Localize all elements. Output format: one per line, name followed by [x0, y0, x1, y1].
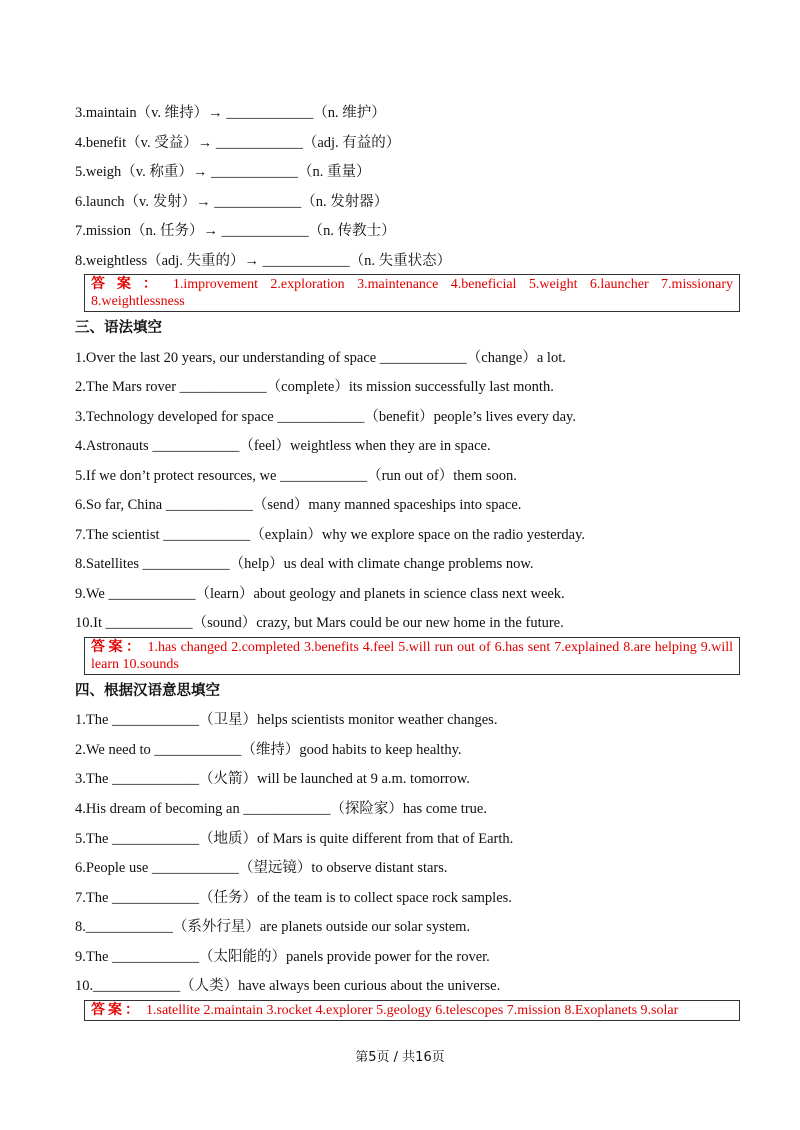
exercise-item: 7.mission（n. 任务）→ ____________（n. 传教士） — [75, 223, 396, 239]
exercise-item: 5.If we don’t protect resources, we ____________（run out of）them soon. — [75, 468, 517, 484]
exercise-item: 4.His dream of becoming an ____________（探险家）has come true. — [75, 801, 487, 817]
exercise-item: 8.weightless（adj. 失重的）→ ____________（n. 失重状态） — [75, 253, 452, 269]
answer-label: 答案： — [91, 276, 169, 292]
answer-box — [84, 274, 740, 312]
section-heading: 三、语法填空 — [75, 320, 162, 336]
page-number: 第5页 / 共16页 — [355, 1050, 445, 1065]
answer-box — [84, 637, 740, 675]
answer-text: 1.satellite 2.maintain 3.rocket 4.explorer 5.geology 6.telescopes 7.mission 8.Exoplanets 9.solar — [146, 1003, 679, 1018]
exercise-item: 5.weigh（v. 称重）→ ____________（n. 重量） — [75, 164, 371, 180]
exercise-item: 9.We ____________（learn）about geology and planets in science class next week. — [75, 586, 565, 602]
exercise-item: 1.Over the last 20 years, our understanding of space ____________（change）a lot. — [75, 350, 566, 366]
exercise-item: 9.The ____________（太阳能的）panels provide power for the rover. — [75, 949, 490, 965]
answer-text: 1.improvement 2.exploration 3.maintenance 4.beneficial 5.weight 6.launcher 7.missionary 8.weightlessness — [91, 277, 733, 309]
exercise-item: 5.The ____________（地质）of Mars is quite different from that of Earth. — [75, 831, 514, 847]
exercise-item: 4.Astronauts ____________（feel）weightless when they are in space. — [75, 438, 491, 454]
exercise-item: 3.Technology developed for space ____________（benefit）people’s lives every day. — [75, 409, 576, 425]
section-heading: 四、根据汉语意思填空 — [75, 683, 220, 699]
exercise-item: 2.The Mars rover ____________（complete）its mission successfully last month. — [75, 379, 554, 395]
answer-text: 1.has changed 2.completed 3.benefits 4.feel 5.will run out of 6.has sent 7.explained 8.are helping 9.will learn 10.sounds — [91, 640, 734, 672]
answer-box — [84, 1000, 740, 1021]
exercise-item: 3.The ____________（火箭）will be launched at 9 a.m. tomorrow. — [75, 771, 470, 787]
exercise-item: 7.The scientist ____________（explain）why we explore space on the radio yesterday. — [75, 527, 586, 543]
exercise-item: 10.It ____________（sound）crazy, but Mars could be our new home in the future. — [75, 615, 564, 631]
exercise-item: 7.The ____________（任务）of the team is to collect space rock samples. — [75, 890, 512, 906]
exercise-item: 1.The ____________（卫星）helps scientists monitor weather changes. — [75, 712, 498, 728]
answer-label: 答案： — [91, 639, 144, 655]
exercise-item: 2.We need to ____________（维持）good habits to keep healthy. — [75, 742, 462, 758]
exercise-item: 8.____________（系外行星）are planets outside our solar system. — [75, 919, 471, 935]
exercise-item: 6.So far, China ____________（send）many manned spaceships into space. — [75, 497, 522, 513]
exercise-item: 6.launch（v. 发射）→ ____________（n. 发射器） — [75, 194, 389, 210]
exercise-item: 6.People use ____________（望远镜）to observe distant stars. — [75, 860, 448, 876]
exercise-item: 10.____________（人类）have always been curious about the universe. — [75, 978, 501, 994]
exercise-item: 3.maintain（v. 维持）→ ____________（n. 维护） — [75, 105, 386, 121]
answer-label: 答案： — [91, 1002, 142, 1018]
exercise-item: 4.benefit（v. 受益）→ ____________（adj. 有益的） — [75, 135, 401, 151]
exercise-item: 8.Satellites ____________（help）us deal with climate change problems now. — [75, 556, 534, 572]
